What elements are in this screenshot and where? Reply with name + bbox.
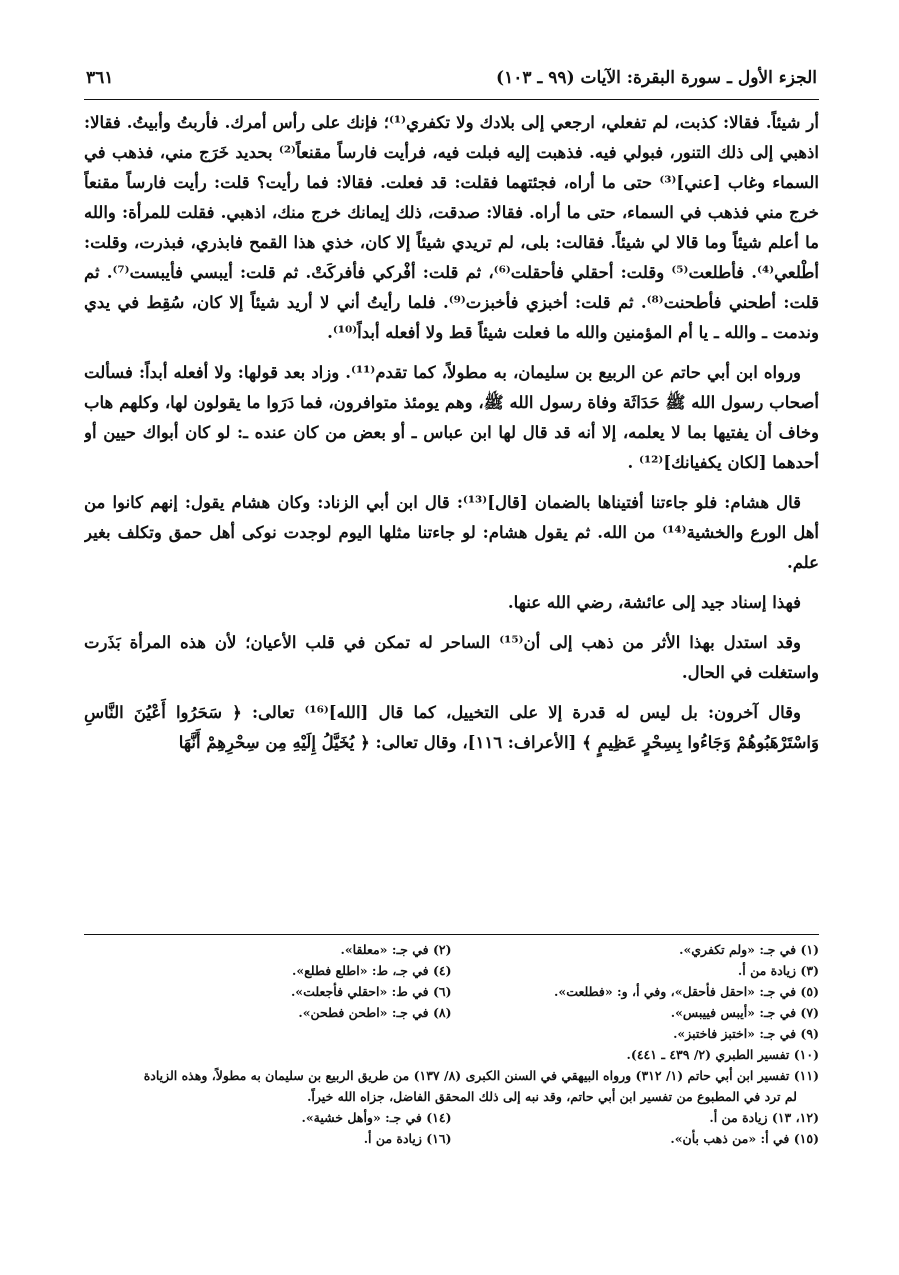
footnote-row [84, 981, 819, 1002]
paragraph: قال هشام: فلو جاءتنا أفتيناها بالضمان [قال]⁽¹³⁾: قال ابن أبي الزناد: وكان هشام يقول: إنهم كانوا من أهل الورع والخشية⁽¹⁴⁾ من الله. ثم يقول هشام: لو جاءتنا مثلها اليوم لوجدت نوكى أهل حمق وتكلف بغير علم. [84, 493, 819, 572]
page-number: ٣٦١ [86, 67, 114, 88]
footnote-row [84, 1002, 819, 1023]
footnote: (١١) تفسير ابن أبي حاتم (١/ ٣١٢) ورواه البيهقي في السنن الكبرى (٨/ ١٣٧) من طريق الربيع بن سليمان به مطولاً، وهذه الزيادة [143, 1068, 819, 1083]
footnotes [84, 934, 819, 1149]
footnote: (١٢، ١٣) زيادة من أ. [709, 1110, 819, 1125]
header-title: الجزء الأول ـ سورة البقرة: الآيات (٩٩ ـ ١٠٣) [496, 67, 817, 88]
footnote: (١٤) في جـ: «وأهل خشية». [301, 1110, 452, 1125]
paragraph: أر شيئاً. فقالا: كذبت، لم تفعلي، ارجعي إلى بلادك ولا تكفري⁽¹⁾؛ فإنك على رأس أمرك. فأربتُ وأبيتُ. فقالا: اذهبي إلى ذلك التنور، فبولي فيه. فذهبت إليه فبلت فيه، فرأيت فارساً مقنعاً⁽²⁾ بحديد خَرَج مني، فذهب في السماء وغاب [عني]⁽³⁾ حتى ما أراه، فجئتهما فقلت: قد فعلت. فقالا: فما رأيت؟ قلت: رأيت فارساً مقنعاً خرج مني فذهب في السماء، حتى ما أراه. فقالا: صدقت، ذلك إيمانك خرج منك، اذهبي. فقلت للمرأة: والله ما أعلم شيئاً وما قالا لي شيئاً. فقالت: بلى، لم تريدي شيئاً إلا كان، خذي هذا القمح فابذري، فبذرت، وقلت: أطْلعي⁽⁴⁾. فأطلعت⁽⁵⁾ وقلت: أحقلي فأحقلت⁽⁶⁾، ثم قلت: أفْركي فأفركَتْ. ثم قلت: أيبسي فأيبست⁽⁷⁾. ثم قلت: أطحني فأطحنت⁽⁸⁾. ثم قلت: أخبزي فأخبزت⁽⁹⁾. فلما رأيتُ أني لا أريد شيئاً إلا كان، سُقِط في يدي وندمت ـ والله ـ يا أم المؤمنين والله ما فعلت شيئاً قط ولا أفعله أبداً⁽¹⁰⁾. [84, 113, 819, 342]
main-text [84, 108, 819, 758]
paragraph: وقال آخرون: بل ليس له قدرة إلا على التخييل، كما قال [الله]⁽¹⁶⁾ تعالى: ﴿ سَحَرُوا أَعْيُنَ النَّاسِ وَاسْتَرْهَبُوهُمْ وَجَاءُوا بِسِحْرٍ عَظِيمٍ ﴾ [الأعراف: ١١٦]، وقال تعالى: ﴿ يُخَيَّلُ إِلَيْهِ مِن سِحْرِهِمْ أَنَّهَا [84, 703, 819, 752]
book-page [84, 60, 819, 1240]
footnote: (١٥) في أ: «من ذهب بأن». [670, 1131, 819, 1146]
paragraph: فهذا إسناد جيد إلى عائشة، رضي الله عنها. [507, 593, 801, 612]
footnote: (١٦) زيادة من أ. [363, 1131, 452, 1146]
footnote: (١) في جـ: «ولم تكفري». [679, 942, 819, 957]
footnote: (٩) في جـ: «اختبز فاختبز». [673, 1026, 819, 1041]
footnote: (٨) في جـ: «اطحن فطحن». [298, 1005, 452, 1020]
running-header [84, 60, 819, 100]
footnote-row [84, 1107, 819, 1128]
footnote: (٣) زيادة من أ. [737, 963, 819, 978]
footnote: (٦) في ط: «احقلي فأجعلت». [290, 984, 452, 999]
paragraph: ورواه ابن أبي حاتم عن الربيع بن سليمان، به مطولاً، كما تقدم⁽¹¹⁾. وزاد بعد قولها: ولا أفعله أبداً: فسألت أصحاب رسول الله ﷺ حَدَاثَة وفاة رسول الله ﷺ، وهم يومئذ متوافرون، فما دَرَوا ما يقولون لها، وكلهم هاب وخاف أن يفتيها بما لا يعلمه، إلا أنه قد قال لها ابن عباس ـ أو بعض من كان عنده ـ: لو كان أبواك حيين أو أحدهما [لكان يكفيانك]⁽¹²⁾ . [84, 363, 819, 472]
footnote: (١٠) تفسير الطبري (٢/ ٤٣٩ ـ ٤٤١). [626, 1047, 819, 1062]
footnote-continuation: لم ترد في المطبوع من تفسير ابن أبي حاتم، وقد نبه إلى ذلك المحقق الفاضل، جزاه الله خيراً. [307, 1089, 797, 1104]
footnote: (٤) في جـ، ط: «اطلع فطلع». [291, 963, 452, 978]
footnote-row [84, 939, 819, 960]
footnote-row [84, 1128, 819, 1149]
footnote-row [84, 960, 819, 981]
footnote: (٥) في جـ: «احقل فأحقل»، وفي أ، و: «فطلعت». [554, 984, 819, 999]
footnote: (٢) في جـ: «معلقا». [340, 942, 452, 957]
paragraph: وقد استدل بهذا الأثر من ذهب إلى أن⁽¹⁵⁾ الساحر له تمكن في قلب الأعيان؛ لأن هذه المرأة بَذَرت واستغلت في الحال. [84, 633, 819, 682]
footnote: (٧) في جـ: «أيبس فييبس». [670, 1005, 819, 1020]
